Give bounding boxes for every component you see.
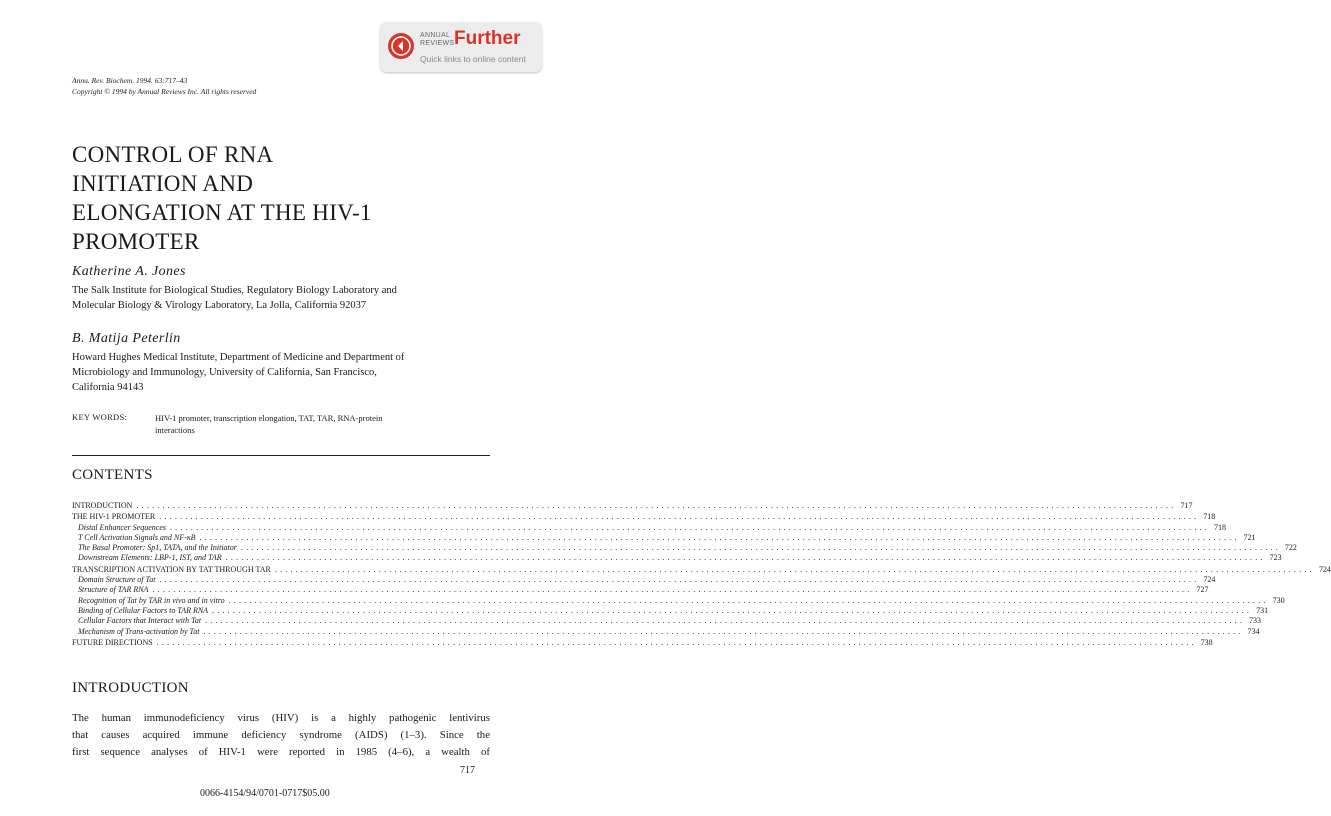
section-divider	[72, 455, 490, 456]
badge-further-text: Further	[454, 28, 521, 49]
toc-leader-dots: ........................................................................................................................................................................................................	[159, 512, 1200, 522]
toc-leader-dots: ........................................................................................................................................................................................................	[169, 522, 1210, 532]
introduction-body	[72, 710, 490, 761]
toc-entry-label: Domain Structure of Tat	[78, 575, 156, 585]
toc-entry-label: INTRODUCTION	[72, 501, 133, 510]
affiliation-line: Howard Hughes Medical Institute, Department of Medicine and Department of	[72, 352, 405, 363]
toc-entry[interactable]	[72, 553, 1282, 563]
article-title	[72, 140, 372, 256]
page-number: 717	[460, 765, 475, 776]
toc-entry[interactable]	[72, 605, 1269, 616]
annual-reviews-further-badge[interactable]	[380, 22, 542, 72]
body-line: The human immunodeficiency virus (HIV) is a highly pathogenic lentivirus	[72, 712, 490, 724]
keywords-label: KEY WORDS:	[72, 412, 128, 422]
toc-entry-page: 734	[1247, 626, 1260, 636]
toc-entry[interactable]	[72, 585, 1209, 595]
citation-block	[72, 75, 256, 97]
title-line: PROMOTER	[72, 229, 200, 254]
toc-entry-label: Binding of Cellular Factors to TAR RNA	[78, 605, 209, 615]
toc-leader-dots: ........................................................................................................................................................................................................	[212, 605, 1253, 615]
author-name: Katherine A. Jones	[72, 264, 186, 279]
toc-entry-label: Structure of TAR RNA	[78, 585, 149, 595]
toc-entry[interactable]	[72, 564, 1331, 575]
toc-entry-label: TRANSCRIPTION ACTIVATION BY TAT THROUGH TAR	[72, 564, 271, 574]
keywords-list	[155, 412, 485, 436]
toc-entry[interactable]	[72, 575, 1216, 585]
toc-entry-page: 724	[1318, 564, 1331, 574]
toc-entry[interactable]	[72, 616, 1262, 626]
toc-entry-label: Cellular Factors that Interact with Tat	[78, 616, 202, 626]
toc-leader-dots: ........................................................................................................................................................................................................	[199, 532, 1240, 542]
toc-entry-page: 721	[1243, 532, 1256, 542]
author-affiliation	[72, 350, 492, 395]
affiliation-line: Molecular Biology & Virology Laboratory, La Jolla, California 92037	[72, 300, 367, 311]
toc-leader-dots: ........................................................................................................................................................................................................	[274, 564, 1315, 574]
badge-subtitle: Quick links to online content	[420, 54, 526, 64]
toc-entry-label: Recognition of Tat by TAR in vivo and in vitro	[78, 595, 225, 605]
toc-entry-label: FUTURE DIRECTIONS	[72, 637, 153, 647]
toc-leader-dots: ........................................................................................................................................................................................................	[159, 575, 1200, 585]
toc-leader-dots: ........................................................................................................................................................................................................	[156, 637, 1197, 647]
toc-entry[interactable]	[72, 626, 1260, 637]
toc-entry-page: 717	[1180, 501, 1193, 510]
toc-leader-dots: ........................................................................................................................................................................................................	[205, 616, 1246, 626]
toc-leader-dots: ........................................................................................................................................................................................................	[225, 553, 1266, 563]
toc-entry-label: Mechanism of Trans-activation by Tat	[78, 626, 200, 636]
title-line: ELONGATION AT THE HIV-1	[72, 200, 372, 225]
toc-leader-dots: ........................................................................................................................................................................................................	[136, 501, 1177, 510]
toc-entry-label: Downstream Elements: LBP-1, IST, and TAR	[78, 553, 222, 563]
toc-entry-page: 730	[1272, 595, 1285, 605]
toc-entry[interactable]	[72, 512, 1216, 522]
toc-entry-page: 718	[1203, 512, 1216, 522]
introduction-heading: INTRODUCTION	[72, 680, 189, 696]
toc-entry[interactable]	[72, 522, 1226, 533]
toc-leader-dots: ........................................................................................................................................................................................................	[240, 543, 1281, 553]
toc-entry[interactable]	[72, 532, 1256, 543]
table-of-contents	[72, 500, 1331, 648]
toc-entry-page: 731	[1256, 605, 1269, 615]
affiliation-line: Microbiology and Immunology, University of California, San Francisco,	[72, 367, 377, 378]
toc-leader-dots: ........................................................................................................................................................................................................	[228, 595, 1269, 605]
toc-entry[interactable]	[72, 637, 1213, 648]
toc-leader-dots: ........................................................................................................................................................................................................	[203, 626, 1244, 636]
toc-entry[interactable]	[72, 543, 1297, 553]
toc-entry-page: 718	[1213, 522, 1226, 532]
toc-entry[interactable]	[72, 501, 1193, 511]
toc-entry-page: 724	[1203, 575, 1216, 585]
author-affiliation	[72, 283, 492, 313]
keywords-line: interactions	[155, 425, 195, 435]
footer-code: 0066-4154/94/0701-0717$05.00	[200, 788, 330, 799]
copyright-line: Copyright © 1994 by Annual Reviews Inc. All rights reserved	[72, 87, 257, 96]
citation-line: Annu. Rev. Biochem. 1994. 63:717–43	[72, 76, 188, 85]
body-line: first sequence analyses of HIV-1 were reported in 1985 (4–6), a wealth of	[72, 746, 490, 758]
affiliation-line: California 94143	[72, 382, 144, 393]
badge-annual-text: ANNUAL	[420, 32, 451, 39]
chevron-left-icon	[388, 33, 414, 59]
toc-entry-page: 727	[1196, 585, 1209, 595]
toc-entry-page: 733	[1249, 616, 1262, 626]
author-name: B. Matija Peterlin	[72, 331, 181, 346]
body-line: that causes acquired immune deficiency syndrome (AIDS) (1–3). Since the	[72, 729, 490, 741]
toc-leader-dots: ........................................................................................................................................................................................................	[152, 585, 1193, 595]
toc-entry-label: THE HIV-1 PROMOTER	[72, 512, 156, 522]
toc-entry-label: Distal Enhancer Sequences	[78, 522, 166, 532]
title-line: INITIATION AND	[72, 171, 254, 196]
toc-entry[interactable]	[72, 595, 1285, 606]
toc-entry-label: T Cell Activation Signals and NF-κB	[78, 532, 196, 542]
affiliation-line: The Salk Institute for Biological Studies, Regulatory Biology Laboratory and	[72, 285, 397, 296]
toc-entry-page: 722	[1284, 543, 1297, 553]
toc-entry-page: 723	[1269, 553, 1282, 563]
toc-entry-label: The Basal Promoter: Sp1, TATA, and the Initiator	[78, 543, 237, 553]
title-line: CONTROL OF RNA	[72, 142, 274, 167]
badge-reviews-text: REVIEWS	[420, 40, 455, 47]
toc-entry-page: 738	[1200, 637, 1213, 647]
contents-heading: CONTENTS	[72, 467, 153, 483]
keywords-line: HIV-1 promoter, transcription elongation, TAT, TAR, RNA-protein	[155, 413, 383, 423]
